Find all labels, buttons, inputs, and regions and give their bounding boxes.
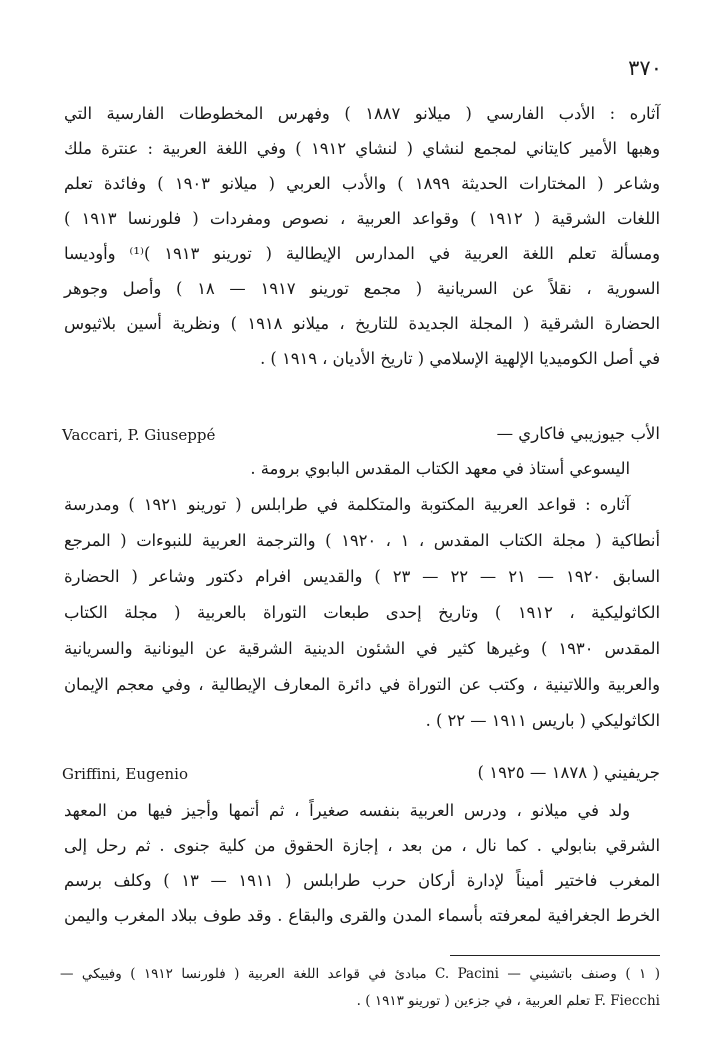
- footnote-line: F. Fiecchi تعلم العربية ، في جزءين ( تورينو ١٩١٣ ) .: [356, 993, 660, 1009]
- entry2-line: السابق ١٩٢٠ — ٢١ — ٢٢ — ٢٣ ) والقديس افرام دكتور وشاعر ( الحضارة: [64, 567, 660, 586]
- heading-latin: Griffini, Eugenio: [62, 765, 188, 783]
- entry2-line: والعربية واللاتينية ، وكتب عن التوراة في دائرة المعارف الإيطالية ، وفي معجم الإيمان: [64, 675, 660, 694]
- entry1-line: وهبها الأمير كايتاني لمجمع لنشاي ( لنشاي ١٩١٢ ) وفي اللغة العربية : عنترة ملك: [64, 139, 661, 158]
- entry2-line: المقدس ١٩٣٠ ) وغيرها كثير في الشئون الدينية الشرقية عن اليونانية والسريانية: [64, 639, 661, 658]
- heading-arabic: جريفيني ( ١٨٧٨ — ١٩٢٥ ): [477, 763, 660, 782]
- entry1-line: اللغات الشرقية ( ١٩١٢ ) وقواعد العربية ، نصوص ومفردات ( فلورنسا ١٩١٣ ): [64, 209, 660, 228]
- entry2-line: الكاثوليكية ، ١٩١٢ ) وتاريخ إحدى طبعات التوراة بالعربية ( مجلة الكتاب: [64, 603, 660, 622]
- footnote-line: ( ١ ) وصنف باتشيني — C. Pacini مبادئ في قواعد اللغة العربية ( فلورنسا ١٩١٢ ) وفييكي —: [60, 966, 661, 982]
- entry-heading-vaccari: [62, 424, 660, 450]
- entry1-line: السورية ، نقلاً عن السريانية ( مجمع تورينو ١٩١٧ — ١٨ ) وأصل وجوهر: [64, 279, 660, 298]
- heading-arabic: الأب جيوزيبي فاكاري —: [496, 424, 660, 443]
- entry2-line: آثاره : قواعد العربية المكتوبة والمتكلمة في طرابلس ( تورينو ١٩٢١ ) ومدرسة: [64, 495, 631, 514]
- entry3-line: الشرقي بنابولي . كما نال ، من بعد ، إجازة الحقوق من كلية جنوى . ثم رحل إلى: [64, 836, 660, 855]
- entry-heading-griffini: [62, 763, 660, 789]
- entry2-line: الكاثوليكي ( باريس ١٩١١ — ٢٢ ) .: [425, 711, 660, 730]
- entry1-line: الحضارة الشرقية ( المجلة الجديدة للتاريخ ، ميلانو ١٩١٨ ) ونظرية أسين بلاثيوس: [64, 314, 660, 333]
- entry2-line: اليسوعي أستاذ في معهد الكتاب المقدس البابوي برومة .: [250, 459, 630, 478]
- footnote-rule: [450, 955, 660, 956]
- entry1-line: ومسألة تعلم اللغة العربية في المدارس الإيطالية ( تورينو ١٩١٣ )⁽¹⁾ وأوديسا: [64, 244, 660, 263]
- entry1-line: وشاعر ( المختارات الحديثة ١٨٩٩ ) والأدب العربي ( ميلانو ١٩٠٣ ) وفائدة تعلم: [64, 174, 660, 193]
- page-number: ٣٧٠: [628, 56, 662, 80]
- entry1-line: آثاره : الأدب الفارسي ( ميلانو ١٨٨٧ ) وفهرس المخطوطات الفارسية التي: [64, 104, 661, 123]
- entry1-line: في أصل الكوميديا الإلهية الإسلامي ( تاريخ الأديان ، ١٩١٩ ) .: [260, 349, 660, 368]
- heading-latin: Vaccari, P. Giuseppé: [62, 426, 216, 444]
- entry3-line: المغرب فاختير أميناً لإدارة أركان حرب طرابلس ( ١٩١١ — ١٣ ) وكلف برسم: [64, 871, 660, 890]
- entry3-line: الخرط الجغرافية لمعرفته بأسماء المدن والقرى والبقاع . وقد طوف ببلاد المغرب واليمن: [64, 906, 660, 925]
- entry3-line: ولد في ميلانو ، ودرس العربية بنفسه صغيراً ، ثم أتمها وأجيز فيها من المعهد: [64, 801, 630, 820]
- entry2-line: أنطاكية ( مجلة الكتاب المقدس ، ١ ، ١٩٢٠ ) والترجمة العربية للنبوءات ( المرجع: [64, 531, 660, 550]
